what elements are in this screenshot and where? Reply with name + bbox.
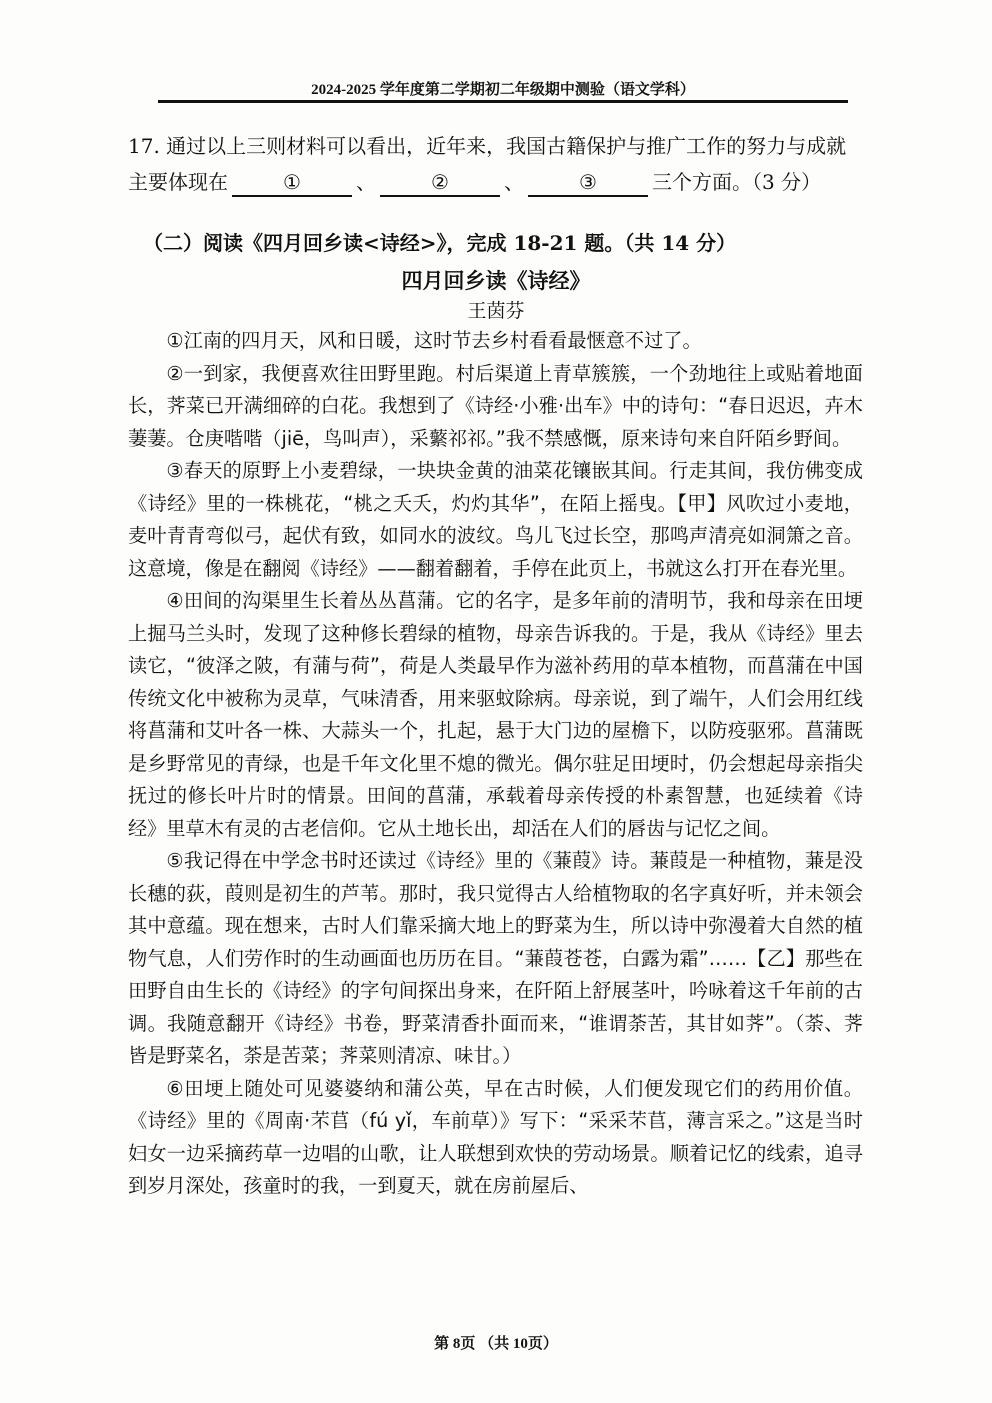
answer-blank-3[interactable]: ③ (528, 169, 648, 197)
answer-blank-2[interactable]: ② (380, 169, 500, 197)
separator: 、 (504, 170, 524, 194)
question-17 (128, 128, 863, 200)
article-title: 四月回乡读《诗经》 (401, 268, 591, 293)
header-divider (158, 100, 848, 103)
paragraph-2: ②一到家，我便喜欢往田野里跑。村后渠道上青草簇簇，一个劲地往上或贴着地面长，荠菜已开满细碎的白花。我想到了《诗经·小雅·出车》中的诗句：“春日迟迟，卉木萋萋。仓庚喈喈（jiē，鸟叫声），采蘩祁祁。”我不禁感慨，原来诗句来自阡陌乡野间。 (128, 361, 863, 450)
article-body (128, 325, 863, 1203)
exam-header: 2024-2025 学年度第二学期初二年级期中测验（语文学科） (311, 82, 695, 98)
question-17-score: 三个方面。（3 分） (652, 170, 822, 194)
paragraph-4: ④田间的沟渠里生长着丛丛菖蒲。它的名字，是多年前的清明节，我和母亲在田埂上掘马兰头时，发现了这种修长碧绿的植物，母亲告诉我的。于是，我从《诗经》里去读它，“彼泽之陂，有蒲与荷”，荷是人类最早作为滋补药用的草本植物，而菖蒲在中国传统文化中被称为灵草，气味清香，用来驱蚊除病。母亲说，到了端午，人们会用红线将菖蒲和艾叶各一株、大蒜头一个，扎起，悬于大门边的屋檐下，以防疫驱邪。菖蒲既是乡野常见的青绿，也是千年文化里不熄的微光。偶尔驻足田埂时，仍会想起母亲指尖抚过的修长叶片时的情景。田间的菖蒲，承载着母亲传授的朴素智慧，也延续着《诗经》里草木有灵的古老信仰。它从土地长出，却活在人们的唇齿与记忆之间。 (128, 589, 863, 840)
paragraph-6: ⑥田埂上随处可见婆婆纳和蒲公英，早在古时候，人们便发现它们的药用价值。《诗经》里的《周南·芣苢（fú yǐ，车前草）》写下：“采采芣苢，薄言采之。”这是当时妇女一边采摘药草一边唱的山歌，让人联想到欢快的劳动场景。顺着记忆的线索，追寻到岁月深处，孩童时的我，一到夏天，就在房前屋后、 (128, 1076, 863, 1197)
paragraph-3: ③春天的原野上小麦碧绿，一块块金黄的油菜花镶嵌其间。行走其间，我仿佛变成《诗经》里的一株桃花，“桃之夭夭，灼灼其华”，在陌上摇曳。【甲】风吹过小麦地，麦叶青青弯似弓，起伏有致，如同水的波纹。鸟儿飞过长空，那鸣声清亮如洞箫之音。这意境，像是在翻阅《诗经》——翻着翻着，手停在此页上，书就这么打开在春光里。 (128, 459, 863, 580)
question-17-text: 17. 通过以上三则材料可以看出，近年来，我国古籍保护与推广工作的努力与成就主要体现在 (128, 134, 847, 194)
article-author: 王茵芬 (467, 300, 525, 322)
paragraph-5: ⑤我记得在中学念书时还读过《诗经》里的《蒹葭》诗。蒹葭是一种植物，蒹是没长穗的荻，葭则是初生的芦苇。那时，我只觉得古人给植物取的名字真好听，并未领会其中意蕴。现在想来，古时人们靠采摘大地上的野菜为生，所以诗中弥漫着大自然的植物气息，人们劳作时的生动画面也历历在目。“蒹葭苍苍，白露为霜”……【乙】那些在田野自由生长的《诗经》的字句间探出身来，在阡陌上舒展茎叶，吟咏着这千年前的古调。我随意翻开《诗经》书卷，野菜清香扑面而来，“谁谓荼苦，其甘如荠”。（荼、荠皆是野菜名，荼是苦菜；荠菜则清凉、味甘。） (128, 849, 863, 1067)
section-title: （二）阅读《四月回乡读<诗经>》，完成 18-21 题。（共 14 分） (143, 231, 737, 255)
answer-blank-1[interactable]: ① (232, 169, 352, 197)
page-footer: 第 8页 （共 10页） (434, 1336, 558, 1352)
paragraph-1: ①江南的四月天，风和日暖，这时节去乡村看看最惬意不过了。 (166, 329, 702, 352)
separator: 、 (356, 170, 376, 194)
